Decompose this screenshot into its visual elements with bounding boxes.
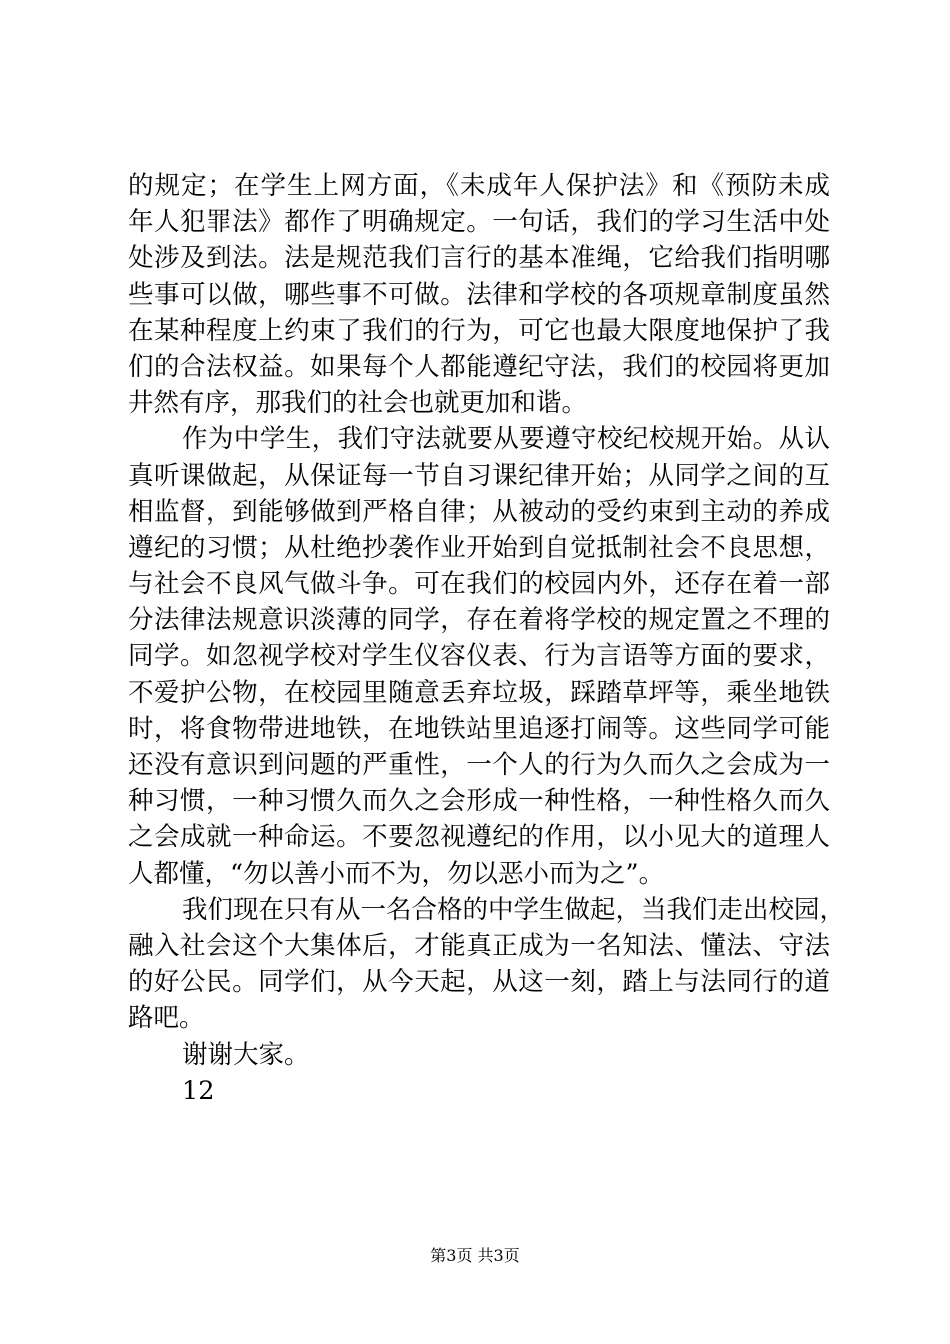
- text-line: 还没有意识到问题的严重性，一个人的行为久而久之会成为一: [128, 750, 830, 780]
- text-line: 们的合法权益。如果每个人都能遵纪守法，我们的校园将更加: [128, 351, 830, 382]
- text-line: 在某种程度上约束了我们的行为，可它也最大限度地保护了我: [128, 315, 830, 346]
- text-line: 不爱护公物，在校园里随意丢弃垃圾，踩踏草坪等，乘坐地铁: [128, 677, 830, 708]
- text-line: 的好公民。同学们，从今天起，从这一刻，踏上与法同行的道: [128, 967, 830, 998]
- text-line: 之会成就一种命运。不要忽视遵纪的作用，以小见大的道理人: [128, 822, 830, 853]
- text-line: 12: [182, 1075, 215, 1106]
- text-line: 年人犯罪法》都作了明确规定。一句话，我们的学习生活中处: [128, 207, 830, 238]
- text-line: 真听课做起，从保证每一节自习课纪律开始；从同学之间的互: [128, 460, 830, 491]
- text-line: 融入社会这个大集体后，才能真正成为一名知法、懂法、守法: [128, 930, 830, 961]
- text-line: 人都懂，“勿以善小而不为，勿以恶小而为之”。: [128, 858, 665, 889]
- paragraph: [128, 168, 830, 421]
- document-body: [128, 168, 846, 1109]
- text-line: 相监督，到能够做到严格自律；从被动的受约束到主动的养成: [128, 496, 830, 527]
- text-line: 同学。如忽视学校对学生仪容仪表、行为言语等方面的要求，: [128, 641, 830, 672]
- text-line: 我们现在只有从一名合格的中学生做起，当我们走出校园，: [182, 894, 846, 925]
- text-line: 种习惯，一种习惯久而久之会形成一种性格，一种性格久而久: [128, 786, 830, 817]
- paragraph: [128, 1037, 830, 1073]
- text-line: 作为中学生，我们守法就要从要遵守校纪校规开始。从认: [182, 424, 830, 455]
- text-line: 分法律法规意识淡薄的同学，存在着将学校的规定置之不理的: [128, 605, 830, 636]
- text-line: 与社会不良风气做斗争。可在我们的校园内外，还存在着一部: [128, 569, 830, 600]
- text-line: 路吧。: [128, 1003, 205, 1034]
- paragraph: [128, 892, 846, 1037]
- text-line: 时，将食物带进地铁，在地铁站里追逐打闹等。这些同学可能: [128, 713, 830, 744]
- text-line: 处涉及到法。法是规范我们言行的基本准绳，它给我们指明哪: [128, 243, 830, 274]
- paragraph: [128, 1073, 830, 1109]
- text-line: 谢谢大家。: [182, 1039, 310, 1070]
- text-line: 井然有序，那我们的社会也就更加和谐。: [128, 388, 588, 419]
- paragraph: [128, 421, 830, 891]
- text-line: 遵纪的习惯；从杜绝抄袭作业开始到自觉抵制社会不良思想，: [128, 532, 830, 563]
- text-line: 些事可以做，哪些事不可做。法律和学校的各项规章制度虽然: [128, 279, 830, 310]
- text-line: 的规定；在学生上网方面，《未成年人保护法》和《预防未成: [128, 171, 830, 201]
- page-footer: 第3页 共3页: [430, 1246, 520, 1265]
